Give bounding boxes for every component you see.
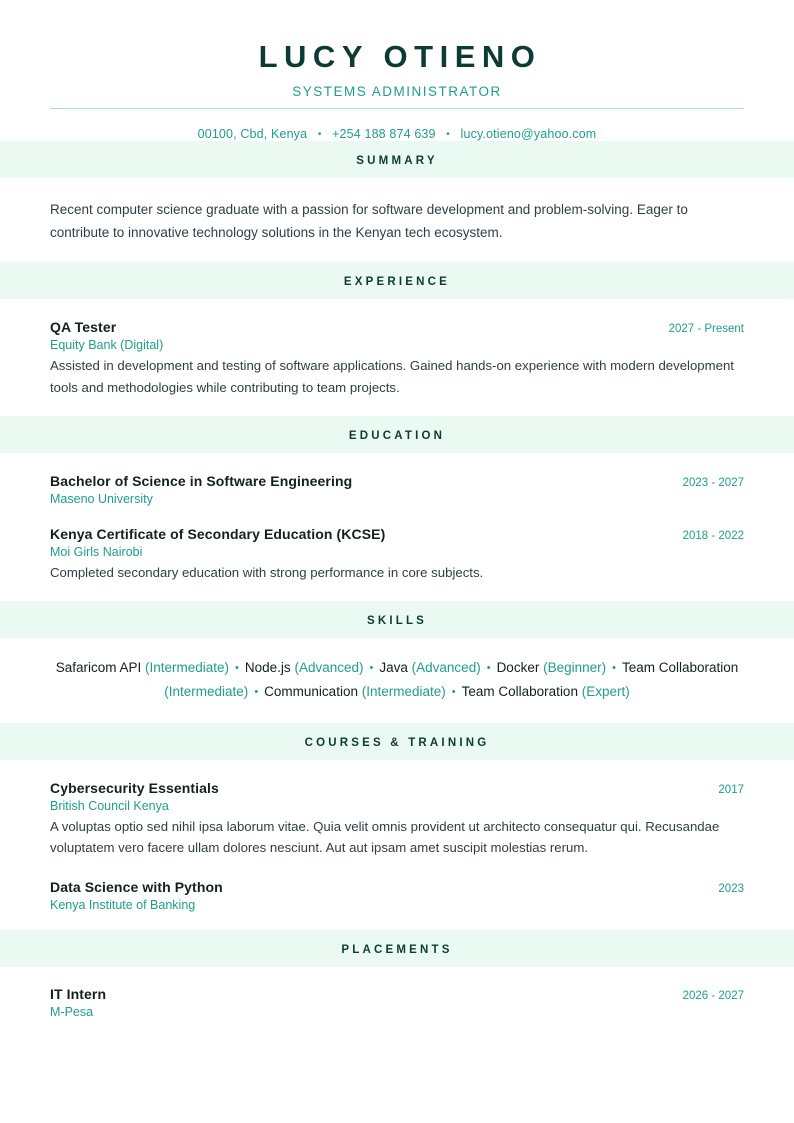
section-header-education (0, 416, 794, 453)
section-body-experience (0, 299, 794, 416)
entry-date: 2023 (718, 882, 744, 895)
skill-level: (Beginner) (543, 660, 607, 676)
contact-phone: +254 188 874 639 (332, 126, 436, 141)
skill-name: Team Collaboration (621, 660, 739, 676)
section-header-courses (0, 723, 794, 760)
section-header-summary (0, 141, 794, 178)
section-header-placements (0, 930, 794, 967)
header-divider (50, 108, 744, 109)
skill-separator-icon: • (612, 662, 616, 675)
resume-entry (50, 780, 744, 859)
section-body-summary (0, 178, 794, 262)
skill-separator-icon: • (486, 662, 491, 675)
section-title: EXPERIENCE (343, 276, 451, 289)
contact-location: 00100, Cbd, Kenya (197, 126, 308, 141)
entry-header (50, 319, 744, 335)
entry-title: QA Tester (50, 319, 117, 336)
entry-description: Completed secondary education with strong performance in core subjects. (50, 564, 484, 580)
entry-organization: Maseno University (50, 491, 153, 506)
entry-header (50, 986, 744, 1002)
resume-entry (50, 526, 744, 583)
skill-level: (Intermediate) (145, 660, 230, 676)
entry-organization: Kenya Institute of Banking (50, 897, 196, 912)
skill-level: (Expert) (581, 683, 630, 699)
entry-header (50, 879, 744, 895)
section-header-experience (0, 262, 794, 299)
contact-email: lucy.otieno@yahoo.com (460, 126, 597, 141)
skill-level: (Advanced) (294, 660, 364, 676)
entry-header (50, 526, 744, 542)
skill-separator-icon: • (235, 662, 239, 675)
entry-organization: M-Pesa (50, 1004, 94, 1019)
resume-header (0, 0, 794, 141)
entry-title: Bachelor of Science in Software Engineering (50, 472, 353, 489)
section-title: PLACEMENTS (341, 943, 453, 956)
entry-description: A voluptas optio sed nihil ipsa laborum vitae. Quia velit omnis provident ut architecto consequatur qui. Recusandae voluptatem vero facere ullam dolores nesciunt. Aut aut ipsam amet suscipit molestias rerum. (50, 818, 720, 856)
entry-date: 2018 - 2022 (682, 529, 744, 542)
entry-date: 2017 (718, 783, 744, 796)
section-header-skills (0, 601, 794, 638)
section-title: SUMMARY (356, 154, 438, 167)
resume-entry (50, 319, 744, 398)
skill-level: (Advanced) (411, 660, 481, 676)
section-body-courses (0, 760, 794, 930)
candidate-job-title: SYSTEMS ADMINISTRATOR (292, 83, 502, 99)
entry-title: Kenya Certificate of Secondary Education (KCSE) (50, 525, 386, 542)
section-title: SKILLS (366, 615, 428, 628)
section-title: EDUCATION (348, 429, 446, 442)
skill-name: Team Collaboration (461, 683, 578, 699)
skill-name: Safaricom API (55, 660, 142, 676)
entry-date: 2026 - 2027 (682, 989, 744, 1002)
section-body-placements (0, 967, 794, 1037)
entry-organization: Equity Bank (Digital) (50, 338, 164, 353)
skill-separator-icon: • (254, 685, 259, 698)
entry-organization: British Council Kenya (50, 798, 169, 813)
skill-name: Node.js (244, 660, 291, 676)
skill-level: (Intermediate) (164, 683, 249, 699)
resume-entry (50, 986, 744, 1019)
section-body-skills (0, 638, 794, 722)
entry-title: IT Intern (50, 985, 107, 1002)
entry-date: 2023 - 2027 (682, 476, 744, 489)
entry-header (50, 473, 744, 489)
skill-level: (Intermediate) (361, 683, 446, 699)
entry-date: 2027 - Present (668, 323, 744, 336)
resume-entry (50, 473, 744, 506)
entry-description: Assisted in development and testing of software applications. Gained hands-on experience with modern development tools and methodologies while contributing to team projects. (50, 358, 734, 395)
section-body-education (0, 453, 794, 601)
skill-name: Communication (264, 683, 358, 699)
entry-title: Cybersecurity Essentials (50, 779, 219, 796)
skill-separator-icon: • (369, 662, 374, 675)
section-title: COURSES & TRAINING (304, 736, 490, 749)
entry-title: Data Science with Python (50, 878, 223, 895)
summary-text: Recent computer science graduate with a passion for software development and problem-solving. Eager to contribute to innovative technology solutions in the Kenyan tech ecosystem. (50, 201, 688, 240)
resume-entry (50, 879, 744, 912)
contact-separator-icon: • (446, 128, 450, 140)
candidate-name: LUCY OTIENO (258, 39, 542, 74)
entry-organization: Moi Girls Nairobi (50, 544, 143, 559)
contact-line (50, 127, 744, 141)
skill-name: Docker (496, 660, 540, 676)
contact-separator-icon: • (317, 128, 322, 140)
entry-header (50, 780, 744, 796)
skill-name: Java (379, 660, 408, 676)
skill-separator-icon: • (451, 685, 456, 698)
